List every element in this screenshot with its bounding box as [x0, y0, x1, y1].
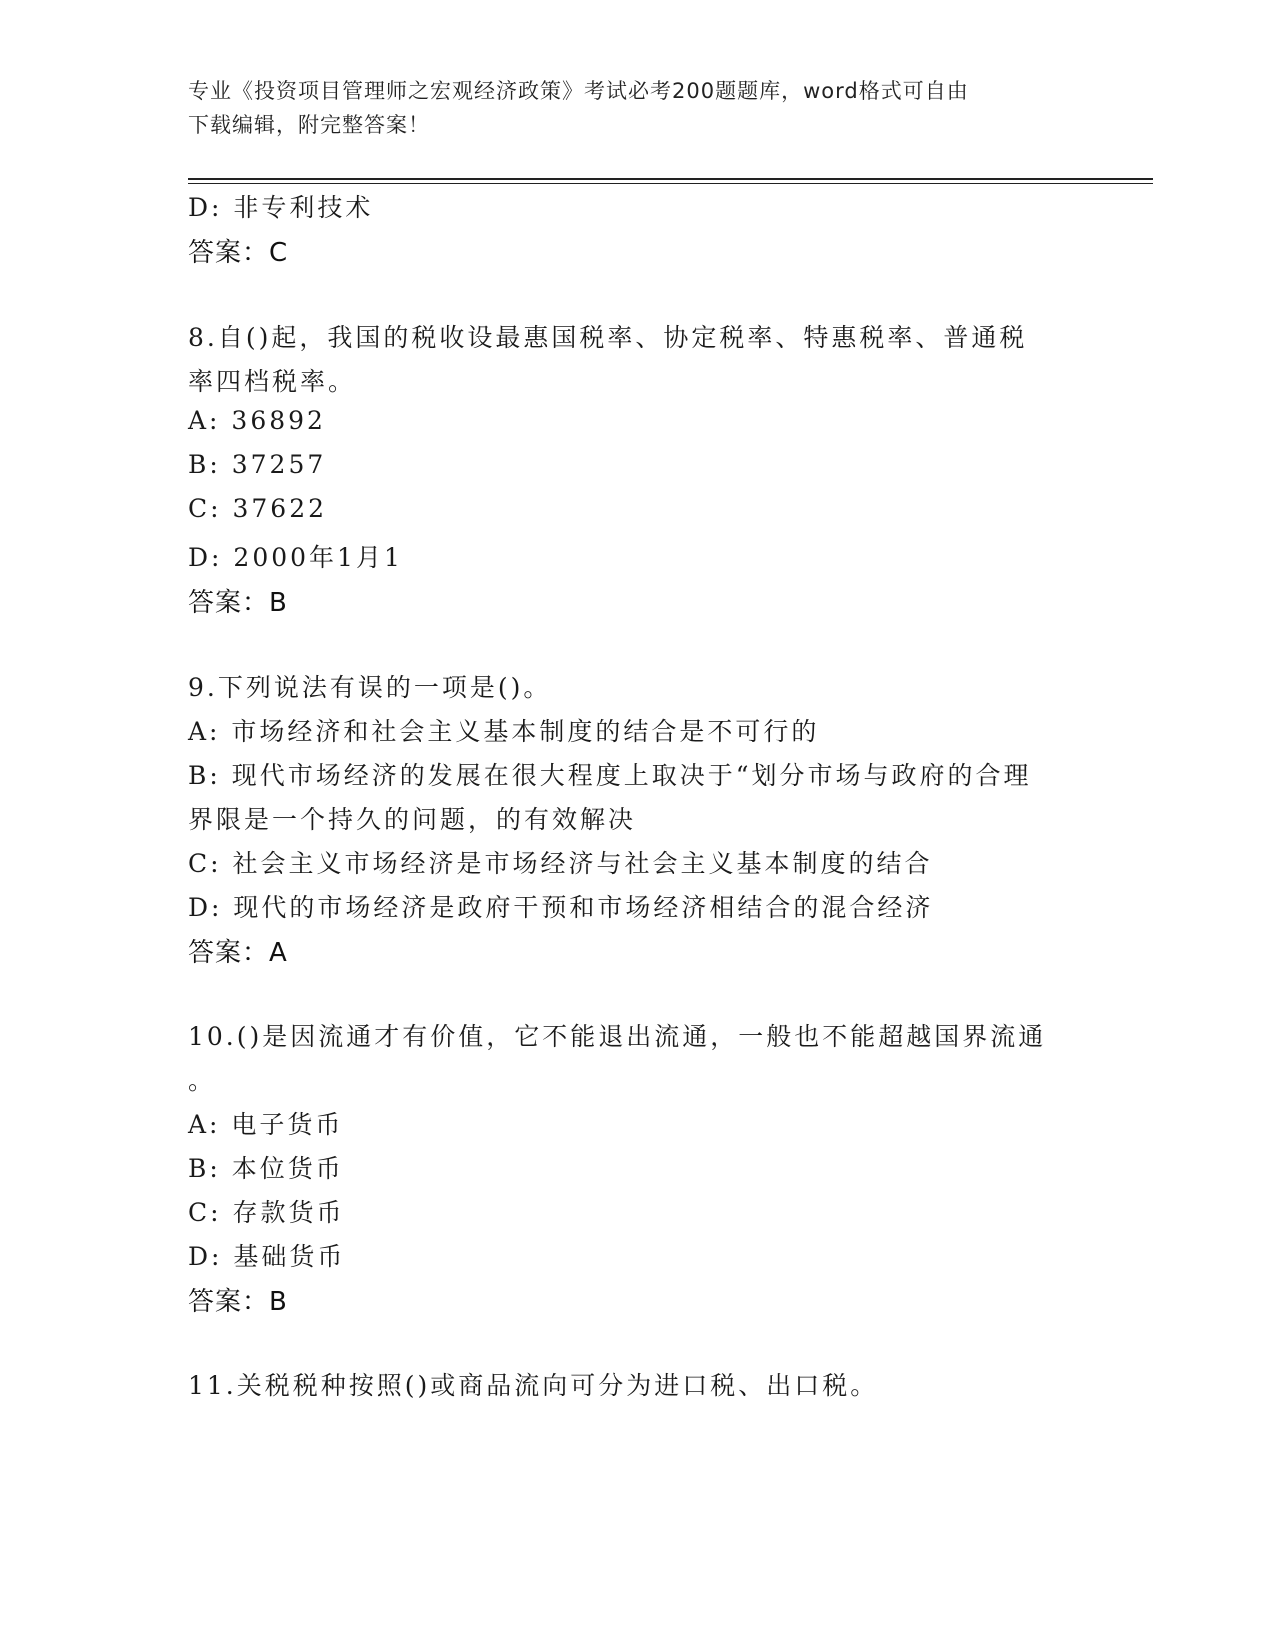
document-header	[188, 74, 1068, 142]
q9-option-b-line-2: 界限是一个持久的问题，的有效解决	[188, 805, 637, 834]
q10-question-line-2: 。	[188, 1066, 217, 1095]
q10-answer: 答案：B	[188, 1287, 288, 1317]
q8-option-c: C: 37622	[188, 494, 328, 523]
q7-answer: 答案：C	[188, 238, 289, 268]
q8-answer: 答案：B	[188, 588, 288, 618]
q7-option-d: D: 非专利技术	[188, 193, 374, 222]
q9-option-b-line-1: B: 现代市场经济的发展在很大程度上取决于“划分市场与政府的合理	[188, 761, 1032, 790]
q10-question-line-1: 10.()是因流通才有价值，它不能退出流通，一般也不能超越国界流通	[188, 1022, 1047, 1051]
header-divider-thin	[188, 183, 1153, 184]
q9-option-c: C: 社会主义市场经济是市场经济与社会主义基本制度的结合	[188, 849, 933, 878]
q10-option-d: D: 基础货币	[188, 1242, 346, 1271]
q10-option-c: C: 存款货币	[188, 1198, 345, 1227]
q9-option-a: A: 市场经济和社会主义基本制度的结合是不可行的	[188, 717, 820, 746]
q8-option-b: B: 37257	[188, 450, 327, 479]
q8-option-d: D: 2000年1月1	[188, 543, 403, 572]
header-line-1: 专业《投资项目管理师之宏观经济政策》考试必考200题题库，word格式可自由	[188, 79, 969, 103]
q11-question: 11.关税税种按照()或商品流向可分为进口税、出口税。	[188, 1371, 879, 1400]
header-divider	[188, 178, 1153, 180]
q9-question: 9.下列说法有误的一项是()。	[188, 673, 552, 702]
q10-option-b: B: 本位货币	[188, 1154, 344, 1183]
header-line-2: 下载编辑，附完整答案！	[188, 113, 430, 137]
q9-option-d: D: 现代的市场经济是政府干预和市场经济相结合的混合经济	[188, 893, 934, 922]
q8-question-line-1: 8.自()起，我国的税收设最惠国税率、协定税率、特惠税率、普通税	[188, 323, 1028, 352]
q8-option-a: A: 36892	[188, 406, 326, 435]
q8-question-line-2: 率四档税率。	[188, 367, 357, 396]
q10-option-a: A: 电子货币	[188, 1110, 344, 1139]
q9-answer: 答案：A	[188, 938, 288, 968]
